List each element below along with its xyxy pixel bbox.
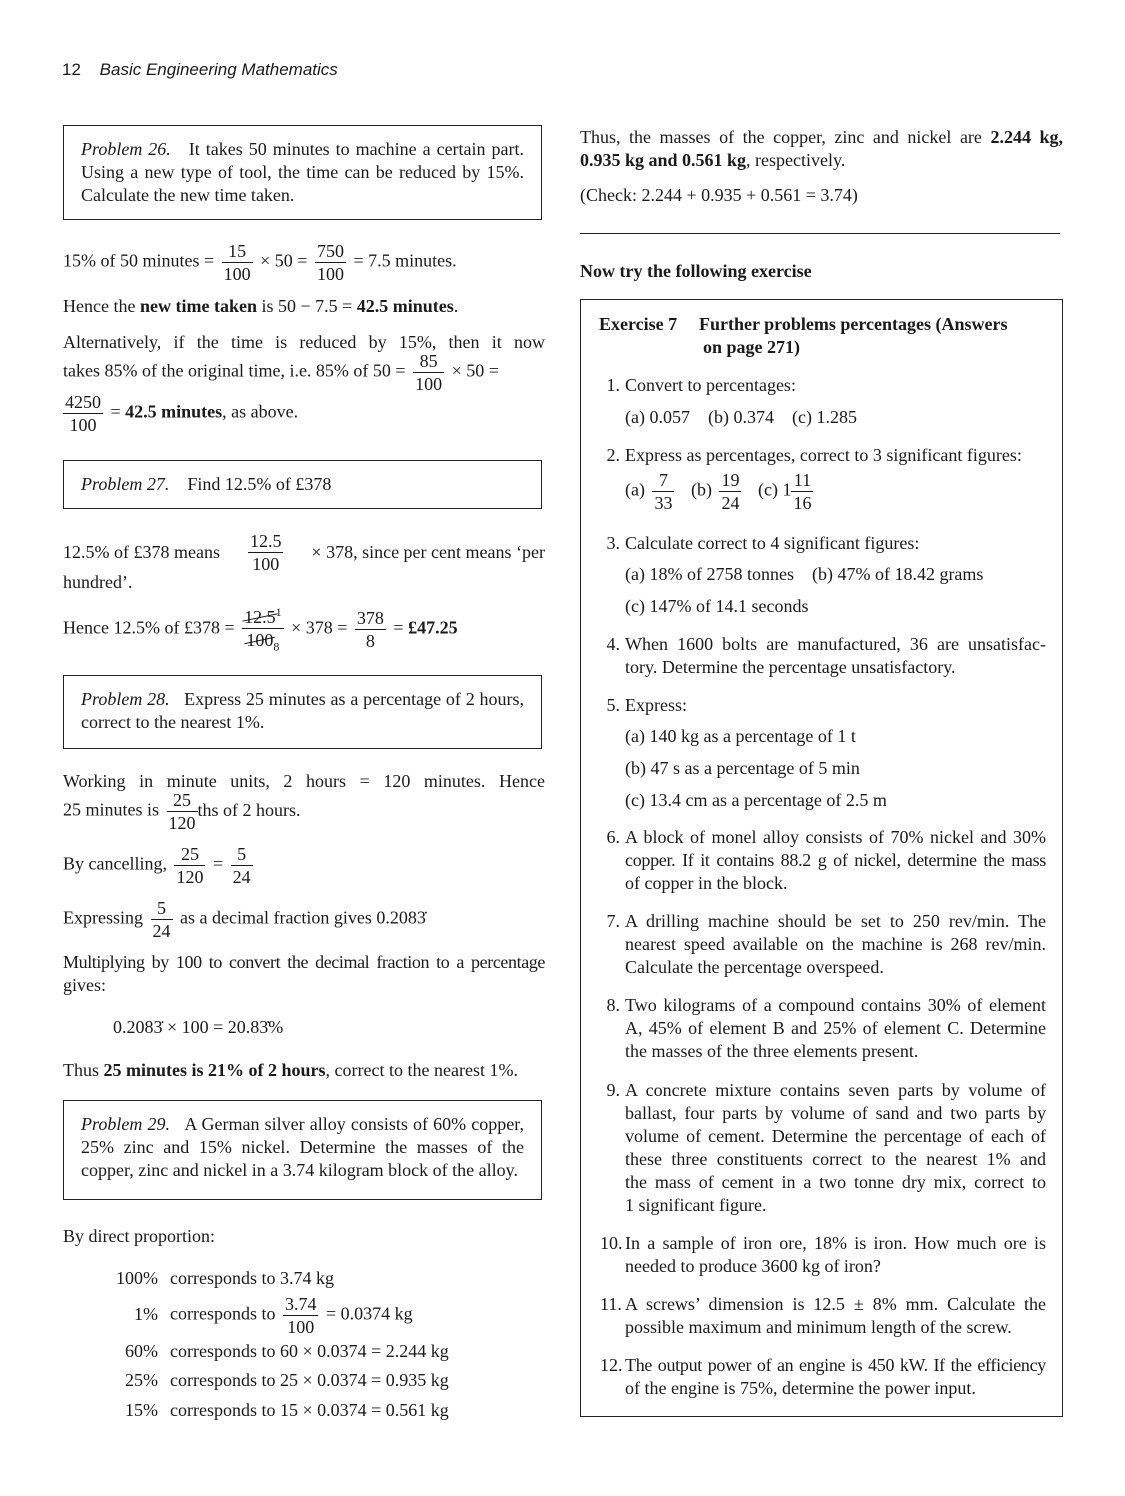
text-span: copper. If it contains 88.2 g of nickel, determine the mass [625, 850, 1046, 870]
p29-intro [63, 1225, 215, 1248]
text-span: 9. [606, 1080, 620, 1100]
text-span: By cancelling, [63, 853, 167, 874]
text-span: 42.5 minutes [356, 296, 454, 316]
text-span: Hence 12.5% of £378 = [63, 617, 235, 638]
exercise-7-heading [599, 313, 677, 336]
text-span: volume of cement. Determine the percentage of each of [625, 1126, 1046, 1146]
problem-29-text: A German silver alloy consists of 60% copper, 25% zinc and 15% nickel. Determine the masses of the copper, zinc and nickel in a 3.74 kilogram block of the alloy. [81, 1114, 524, 1180]
exercise-question-1 [600, 374, 1046, 429]
text-span: these three constituents correct to the nearest 1% and [625, 1149, 1046, 1169]
text-span: 12.5% of £378 means [63, 542, 220, 562]
problem-28-label: Problem 28. [81, 689, 170, 709]
text-span: 5 [151, 897, 173, 920]
exercise-7-title [699, 313, 1007, 359]
fraction [231, 843, 253, 888]
text-span: Working in minute units, 2 hours = 120 minutes. Hence [63, 771, 545, 791]
text-span: A screws’ dimension is 12.5 ± 8% mm. Calculate the [625, 1294, 1046, 1314]
text-span: , as above. [222, 401, 299, 422]
text-span: corresponds to [170, 1303, 276, 1324]
problem-28-text: Express 25 minutes as a percentage of 2 hours, correct to the nearest 1%. [81, 689, 525, 732]
text-span: takes 85% of the original time, i.e. 85% of 50 = [63, 360, 406, 381]
text-span: 8 [273, 639, 280, 654]
text-span: Now try the following exercise [580, 261, 812, 281]
text-span: 7 [652, 469, 674, 492]
p26-line-2 [63, 295, 458, 318]
text-span: 24 [152, 921, 171, 941]
p26-alt-line-2 [63, 350, 553, 395]
text-span: nearest speed available on the machine is 268 rev/min. [625, 934, 1046, 954]
fraction [413, 350, 444, 395]
text-span: Calculate the percentage overspeed. [625, 957, 884, 977]
text-span: Thus, the masses of the copper, zinc and nickel are [580, 127, 982, 147]
text-span: When 1600 bolts are manufactured, 36 are unsatisfac- [625, 634, 1046, 654]
text-span: 1 significant figure. [625, 1195, 767, 1215]
text-span: 16 [793, 493, 812, 513]
text-span: 3. [606, 533, 620, 553]
text-span: 7. [606, 911, 620, 931]
text-span: 0.935 kg and 0.561 kg [580, 150, 747, 170]
text-span: 5. [606, 695, 620, 715]
text-span: 1% [134, 1303, 158, 1324]
text-span: (a) [625, 479, 645, 500]
fraction [355, 607, 386, 652]
text-span: = [393, 617, 404, 638]
proportion-row [110, 1293, 413, 1338]
text-span: 2. [606, 445, 620, 465]
text-span: 8 [365, 630, 375, 651]
text-span: (c) 1 [757, 479, 792, 500]
text-span: By direct proportion: [63, 1226, 215, 1246]
fraction [151, 897, 173, 942]
text-span: 100 [246, 630, 274, 650]
text-span: on page 271) [703, 337, 801, 357]
text-span: 100 [223, 264, 251, 284]
text-span: Thus [63, 1060, 99, 1080]
p28-conclusion [63, 1059, 518, 1082]
problem-28-box [63, 675, 542, 749]
text-span: 19 [721, 470, 740, 490]
text-span: 5 [231, 843, 253, 866]
text-span: hundred’. [63, 572, 133, 592]
text-span: Convert to percentages: [625, 375, 796, 395]
text-span: 12. [600, 1355, 623, 1375]
text-span: A block of monel alloy consists of 70% nickel and 30% [625, 827, 1046, 847]
text-span: × 50 = [451, 360, 499, 381]
fraction [63, 391, 103, 436]
text-span: 100 [252, 554, 280, 574]
text-span: 100 [415, 374, 443, 394]
problem-29-box [63, 1100, 542, 1200]
p29-check [580, 184, 858, 207]
text-span: 60% [125, 1341, 158, 1361]
book-title: Basic Engineering Mathematics [99, 60, 338, 79]
section-divider [580, 233, 1060, 234]
text-span: 1 [275, 605, 282, 619]
text-span: A drilling machine should be set to 250 rev/min. The [625, 911, 1046, 931]
text-span: 2.244 kg, [990, 127, 1063, 147]
text-span: × 378 = [291, 617, 348, 638]
text-span: Express: [625, 695, 687, 715]
text-span: 24 [721, 493, 740, 513]
exercise-question-5 [600, 694, 1046, 812]
problem-26-label: Problem 26. [81, 139, 171, 159]
text-span: A, 45% of element B and 25% of element C. Determine [625, 1018, 1046, 1038]
problem-27-label: Problem 27. [81, 474, 170, 494]
text-span: (c) 13.4 cm as a percentage of 2.5 m [625, 790, 887, 810]
problem-26-text: It takes 50 minutes to machine a certain part. Using a new type of tool, the time can be reduced by 15%. Calculate the new time taken. [81, 139, 525, 205]
text-span: 100% [116, 1268, 158, 1288]
text-span: ths of 2 hours. [197, 799, 301, 820]
p26-alt-line-3 [63, 391, 298, 436]
p28-cancelling [63, 843, 256, 888]
cancelled-fraction [242, 601, 284, 658]
text-span: 4. [606, 634, 620, 654]
fraction [248, 530, 284, 575]
problem-27-box [63, 460, 542, 509]
p28-expressing [63, 897, 426, 942]
p28-multiplying-2 [63, 974, 106, 997]
text-span: the masses of the three elements present. [625, 1041, 919, 1061]
text-span: Alternatively, if the time is reduced by 15%, then it now [63, 332, 545, 352]
text-span: tory. Determine the percentage unsatisfactory. [625, 657, 956, 677]
exercise-question-10 [600, 1232, 1046, 1278]
p29-result-line-1 [580, 126, 1063, 149]
text-span: 15 [222, 240, 253, 263]
text-span: 11. [600, 1294, 622, 1314]
text-span: 0.2083̇ × 100 = 20.83̇% [113, 1017, 284, 1037]
problem-26-box [63, 125, 542, 220]
text-span: , respectively. [746, 150, 846, 170]
proportion-row [110, 1267, 334, 1290]
p28-multiplying-1 [63, 951, 545, 974]
text-span: 750 [316, 241, 344, 261]
text-span: , correct to the nearest 1%. [325, 1060, 518, 1080]
exercise-question-8 [600, 994, 1046, 1063]
fraction [315, 240, 346, 285]
exercise-intro [580, 260, 812, 283]
text-span: needed to produce 3600 kg of iron? [625, 1256, 881, 1276]
text-span: 378 [356, 607, 384, 628]
text-span: = [110, 401, 121, 422]
text-span: × 50 = [260, 250, 308, 271]
problem-29-label: Problem 29. [81, 1114, 170, 1134]
exercise-question-12 [600, 1354, 1046, 1400]
text-span: = 0.0374 kg [325, 1303, 413, 1324]
text-span: (a) 0.057 (b) 0.374 (c) 1.285 [625, 407, 857, 427]
text-span: the mass of cement in a two tonne dry mix, correct to [625, 1172, 1046, 1192]
text-span: 12.5 [249, 531, 282, 551]
text-span: 12.5 [244, 607, 276, 627]
text-span: (Check: 2.244 + 0.935 + 0.561 = 3.74) [580, 185, 858, 205]
text-span: × 378, since per cent means ‘per [311, 542, 545, 562]
text-span: 3.74 [284, 1294, 317, 1314]
fraction [719, 469, 741, 514]
p29-result-line-2 [580, 149, 845, 172]
fraction [167, 789, 198, 834]
text-span: corresponds to 60 × 0.0374 = 2.244 kg [170, 1341, 449, 1361]
text-span: possible maximum and minimum length of the screw. [625, 1317, 1012, 1337]
text-span: Exercise 7 [599, 314, 678, 334]
text-span: new time taken [139, 296, 257, 316]
p27-line-1-cont [63, 571, 132, 594]
text-span: 42.5 minutes [125, 401, 223, 422]
exercise-question-2 [600, 444, 1046, 514]
text-span: 24 [232, 867, 251, 887]
text-span: A concrete mixture contains seven parts by volume of [625, 1080, 1046, 1100]
text-span: Calculate correct to 4 significant figures: [625, 533, 920, 553]
text-span: 100 [287, 1317, 315, 1337]
fraction [222, 240, 253, 285]
text-span: 85 [413, 350, 444, 373]
text-span: The output power of an engine is 450 kW. If the efficiency [625, 1355, 1046, 1375]
text-span: 120 [168, 813, 196, 833]
text-span: (b) 47 s as a percentage of 5 min [625, 758, 860, 778]
text-span: Two kilograms of a compound contains 30% of element [625, 995, 1046, 1015]
p27-line-1 [63, 530, 545, 575]
exercise-question-3 [600, 532, 1046, 618]
p27-line-2 [63, 601, 458, 658]
fraction [652, 469, 674, 514]
running-header [62, 58, 338, 81]
problem-27-text: Find 12.5% of £378 [187, 474, 332, 494]
text-span: 120 [176, 867, 204, 887]
fraction [791, 469, 813, 514]
text-span: (a) 18% of 2758 tonnes (b) 47% of 18.42 grams [625, 564, 984, 584]
text-span: corresponds to 3.74 kg [170, 1268, 334, 1288]
text-span: 25% [125, 1370, 158, 1390]
text-span: 11 [791, 469, 813, 492]
text-span: corresponds to 15 × 0.0374 = 0.561 kg [170, 1400, 449, 1420]
exercise-question-4 [600, 633, 1046, 679]
page-number: 12 [62, 60, 81, 79]
text-span: 15% of 50 minutes = [63, 250, 215, 271]
fraction [174, 843, 205, 888]
text-span: 4250 [65, 392, 101, 412]
text-span: (c) 147% of 14.1 seconds [625, 596, 809, 616]
exercise-question-11 [600, 1293, 1046, 1339]
text-span: 8. [606, 995, 620, 1015]
text-span: 25 [174, 843, 205, 866]
text-span: 15% [125, 1400, 158, 1420]
text-span: Further problems percentages (Answers [699, 314, 1008, 334]
text-span: of the engine is 75%, determine the power input. [625, 1378, 976, 1398]
proportion-row [110, 1369, 449, 1392]
p28-calculation [113, 1016, 283, 1039]
exercise-question-9 [600, 1079, 1046, 1217]
text-span: Hence the [63, 296, 136, 316]
proportion-row [110, 1340, 449, 1363]
text-span: (a) 140 kg as a percentage of 1 t [625, 726, 856, 746]
text-span: . [453, 296, 459, 316]
text-span: gives: [63, 975, 106, 995]
exercise-question-6 [600, 826, 1046, 895]
text-span: of copper in the block. [625, 873, 788, 893]
text-span: Expressing [63, 907, 143, 928]
text-span: 25 minutes is [63, 799, 160, 820]
text-span: Multiplying by 100 to convert the decimal fraction to a percentage [63, 952, 545, 972]
text-span: is 50 − 7.5 = [261, 296, 353, 316]
text-span: Express as percentages, correct to 3 significant figures: [625, 445, 1022, 465]
text-span: 33 [654, 493, 673, 513]
text-span: In a sample of iron ore, 18% is iron. How much ore is [625, 1233, 1046, 1253]
text-span: = 7.5 minutes. [353, 250, 457, 271]
text-span: (b) [690, 479, 712, 500]
text-span: 100 [69, 415, 97, 435]
text-span: £47.25 [408, 617, 458, 638]
p26-line-1 [63, 240, 553, 285]
text-span: 25 [167, 789, 198, 812]
fraction [283, 1293, 319, 1338]
text-span: 25 minutes is 21% of 2 hours [103, 1060, 326, 1080]
text-span: as a decimal fraction gives 0.2083̇ [180, 907, 426, 928]
exercise-question-7 [600, 910, 1046, 979]
text-span: 6. [606, 827, 620, 847]
text-span: = [212, 853, 224, 874]
text-span: 1. [606, 375, 620, 395]
proportion-row [110, 1399, 449, 1422]
text-span: 100 [316, 264, 344, 284]
text-span: 10. [600, 1233, 623, 1253]
p28-working-2 [63, 789, 301, 834]
text-span: corresponds to 25 × 0.0374 = 0.935 kg [170, 1370, 449, 1390]
text-span: ballast, four parts by volume of sand and two parts by [625, 1103, 1046, 1123]
